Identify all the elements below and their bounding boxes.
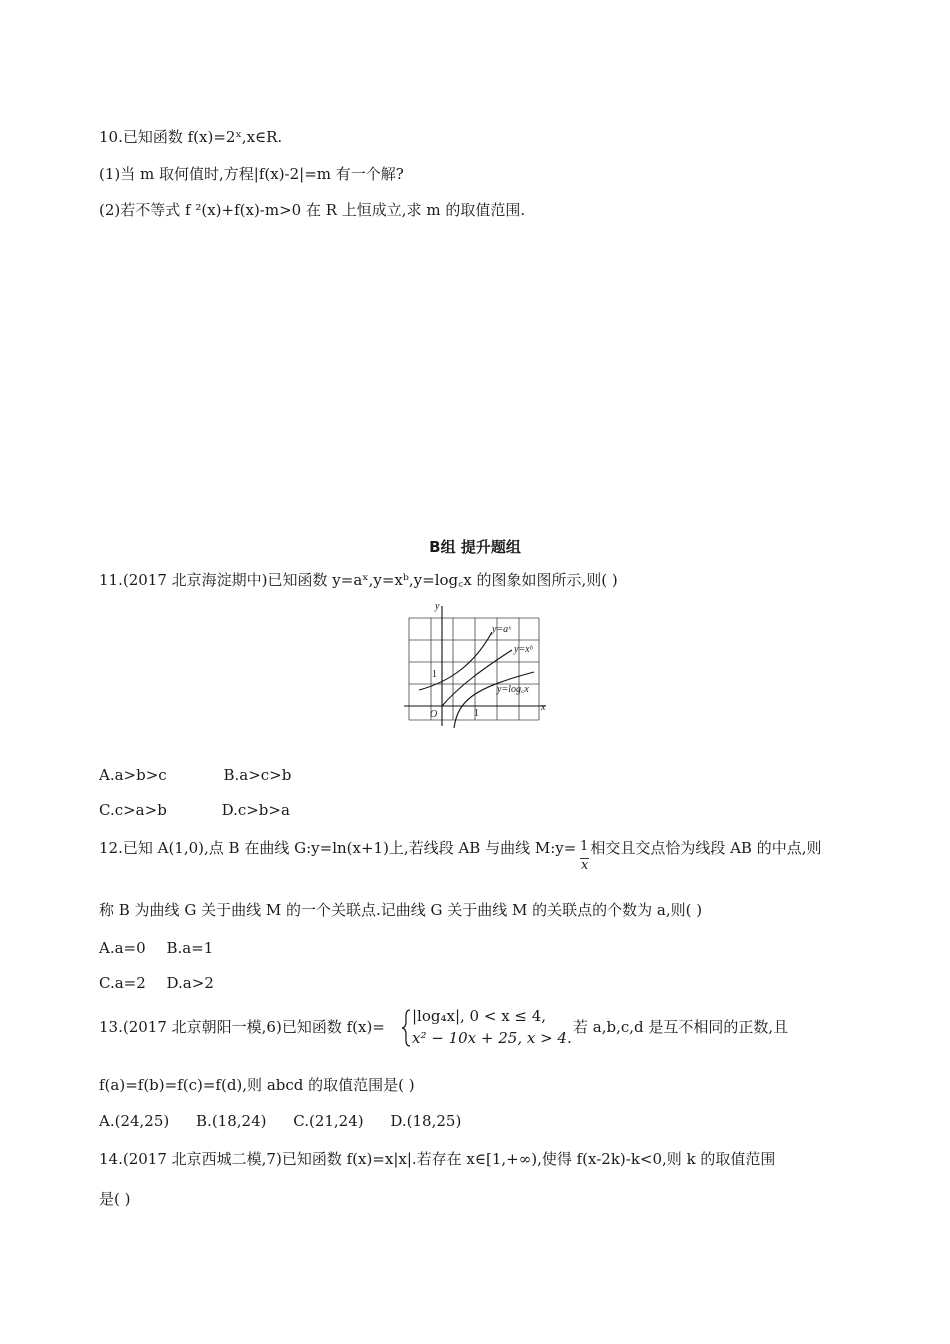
- q11-stem: 11.(2017 北京海淀期中)已知函数 y=aˣ,y=xᵇ,y=log꜀x 的图象如图所示,则( ): [99, 571, 618, 589]
- q11-options-row2: [99, 800, 290, 820]
- q12-option-d[interactable]: D.a>2: [166, 974, 214, 992]
- q11-option-c[interactable]: C.c>a>b: [99, 801, 167, 819]
- q13-piece1: |log₄x|, 0 < x ≤ 4,: [412, 1007, 547, 1025]
- q14-line1: 14.(2017 北京西城二模,7)已知函数 f(x)=x|x|.若存在 x∈[1,+∞),使得 f(x-2k)-k<0,则 k 的取值范围: [99, 1150, 776, 1168]
- tick-x-label: 1: [474, 708, 479, 719]
- section-heading: B组 提升题组: [429, 538, 521, 556]
- q12-line1-tail: 相交且交点恰为线段 AB 的中点,则: [590, 839, 822, 857]
- q13-option-d[interactable]: D.(18,25): [390, 1112, 462, 1130]
- q13-brace-icon: [400, 1008, 412, 1048]
- q11-options-row1: [99, 765, 291, 785]
- axis-y-label: y: [435, 601, 440, 612]
- q13-option-b[interactable]: B.(18,24): [196, 1112, 267, 1130]
- q12-option-a[interactable]: A.a=0: [99, 939, 146, 957]
- q12-fraction-numerator: 1: [580, 839, 589, 854]
- log-curve: [454, 672, 534, 728]
- q12-line2: 称 B 为曲线 G 关于曲线 M 的一个关联点.记曲线 G 关于曲线 M 的关联点的个数为 a,则( ): [99, 901, 703, 919]
- q12-option-b[interactable]: B.a=1: [166, 939, 214, 957]
- q11-option-a[interactable]: A.a>b>c: [99, 766, 167, 784]
- q12-options-row2: [99, 973, 214, 993]
- q12-line1: [99, 838, 821, 858]
- label-power-curve: y=xᵇ: [514, 644, 533, 655]
- tick-y-label: 1: [432, 669, 437, 680]
- origin-label: O: [430, 709, 438, 720]
- q11-option-d[interactable]: D.c>b>a: [221, 801, 290, 819]
- q12-line1-head: 12.已知 A(1,0),点 B 在曲线 G:y=ln(x+1)上,若线段 AB 与曲线 M:y=: [99, 839, 577, 857]
- q10-part1: (1)当 m 取何值时,方程|f(x)-2|=m 有一个解?: [99, 165, 404, 183]
- q11-function-graph: [404, 600, 554, 730]
- q13-tail: 若 a,b,c,d 是互不相同的正数,且: [573, 1018, 789, 1036]
- q11-option-b[interactable]: B.a>c>b: [223, 766, 292, 784]
- q13-option-a[interactable]: A.(24,25): [99, 1112, 170, 1130]
- graph-grid: [409, 618, 539, 720]
- q12-option-c[interactable]: C.a=2: [99, 974, 146, 992]
- q13-line2: f(a)=f(b)=f(c)=f(d),则 abcd 的取值范围是( ): [99, 1076, 415, 1094]
- label-exp-curve: y=aˣ: [492, 624, 512, 635]
- q13-piece2: x² − 10x + 25, x > 4.: [412, 1029, 572, 1047]
- q12-fraction-denominator: x: [581, 858, 589, 873]
- q13-options: [99, 1111, 461, 1131]
- axis-x-label: x: [541, 702, 546, 713]
- q12-options-row1: [99, 938, 213, 958]
- exp-curve: [419, 632, 492, 690]
- q10-part2: (2)若不等式 f ²(x)+f(x)-m>0 在 R 上恒成立,求 m 的取值范围.: [99, 201, 526, 219]
- q13-head: 13.(2017 北京朝阳一模,6)已知函数 f(x)=: [99, 1018, 385, 1036]
- q14-line2: 是( ): [99, 1190, 131, 1208]
- q10-stem: 10.已知函数 f(x)=2ˣ,x∈R.: [99, 128, 283, 146]
- label-log-curve: y=log꜀x: [497, 684, 529, 695]
- q13-option-c[interactable]: C.(21,24): [293, 1112, 364, 1130]
- power-curve: [442, 650, 512, 706]
